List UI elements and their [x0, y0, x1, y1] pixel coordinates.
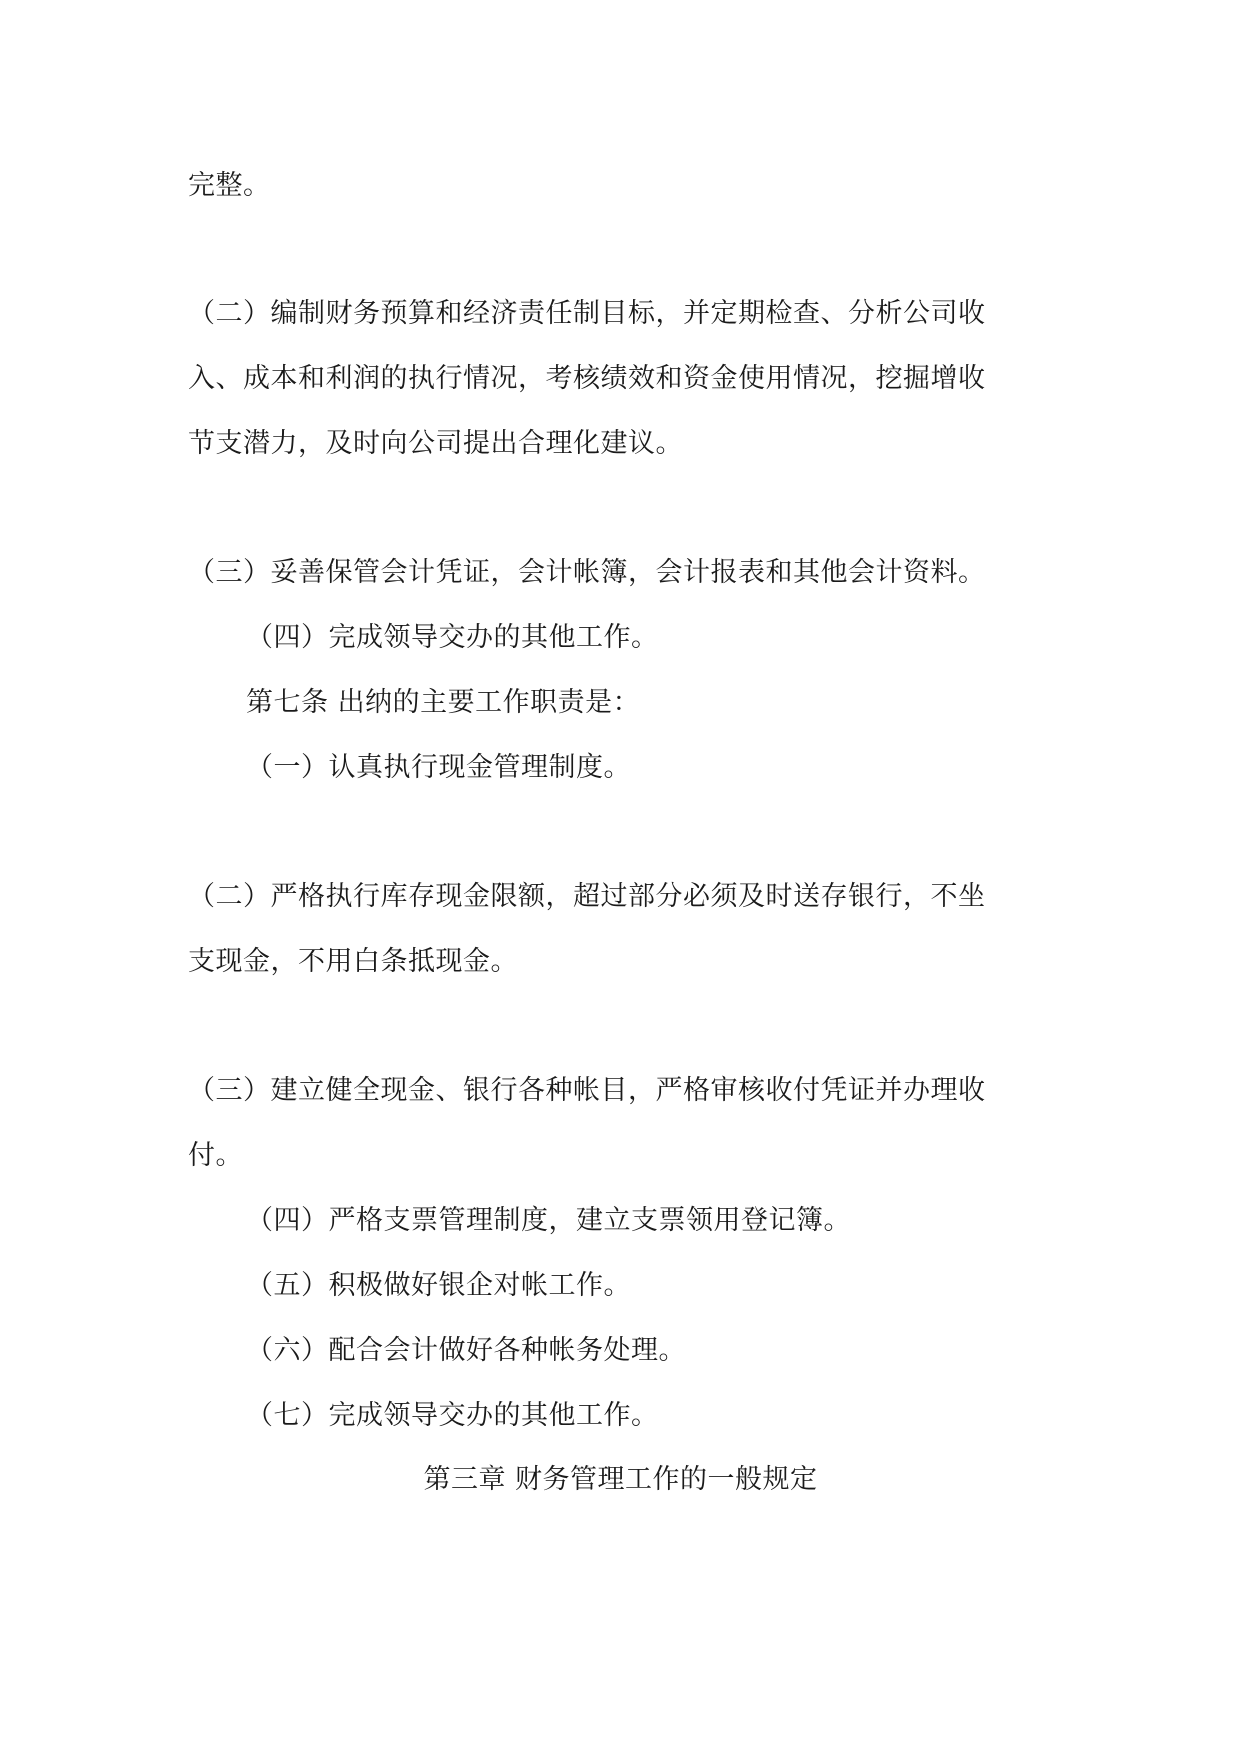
paragraph-line: （七）完成领导交办的其他工作。 — [246, 1400, 659, 1431]
paragraph-line: 入、成本和利润的执行情况，考核绩效和资金使用情况，挖掘增收 — [188, 363, 986, 394]
paragraph-line: 支现金，不用白条抵现金。 — [188, 946, 518, 977]
paragraph-line: （一）认真执行现金管理制度。 — [246, 752, 631, 783]
article-heading: 第七条 出纳的主要工作职责是： — [246, 687, 641, 718]
paragraph-line: （二）编制财务预算和经济责任制目标，并定期检查、分析公司收 — [188, 298, 986, 329]
paragraph-line: 节支潜力，及时向公司提出合理化建议。 — [188, 428, 683, 459]
paragraph-line: （四）完成领导交办的其他工作。 — [246, 622, 659, 653]
paragraph-line: （六）配合会计做好各种帐务处理。 — [246, 1335, 686, 1366]
paragraph-line: （四）严格支票管理制度，建立支票领用登记簿。 — [246, 1205, 851, 1236]
paragraph-line: （三）建立健全现金、银行各种帐目，严格审核收付凭证并办理收 — [188, 1075, 986, 1106]
paragraph-line: 付。 — [188, 1140, 243, 1171]
chapter-heading: 第三章 财务管理工作的一般规定 — [423, 1464, 818, 1495]
paragraph-line: （三）妥善保管会计凭证，会计帐簿，会计报表和其他会计资料。 — [188, 557, 986, 588]
paragraph-line: （五）积极做好银企对帐工作。 — [246, 1270, 631, 1301]
paragraph-line: 完整。 — [188, 170, 271, 201]
paragraph-line: （二）严格执行库存现金限额，超过部分必须及时送存银行，不坐 — [188, 881, 986, 912]
